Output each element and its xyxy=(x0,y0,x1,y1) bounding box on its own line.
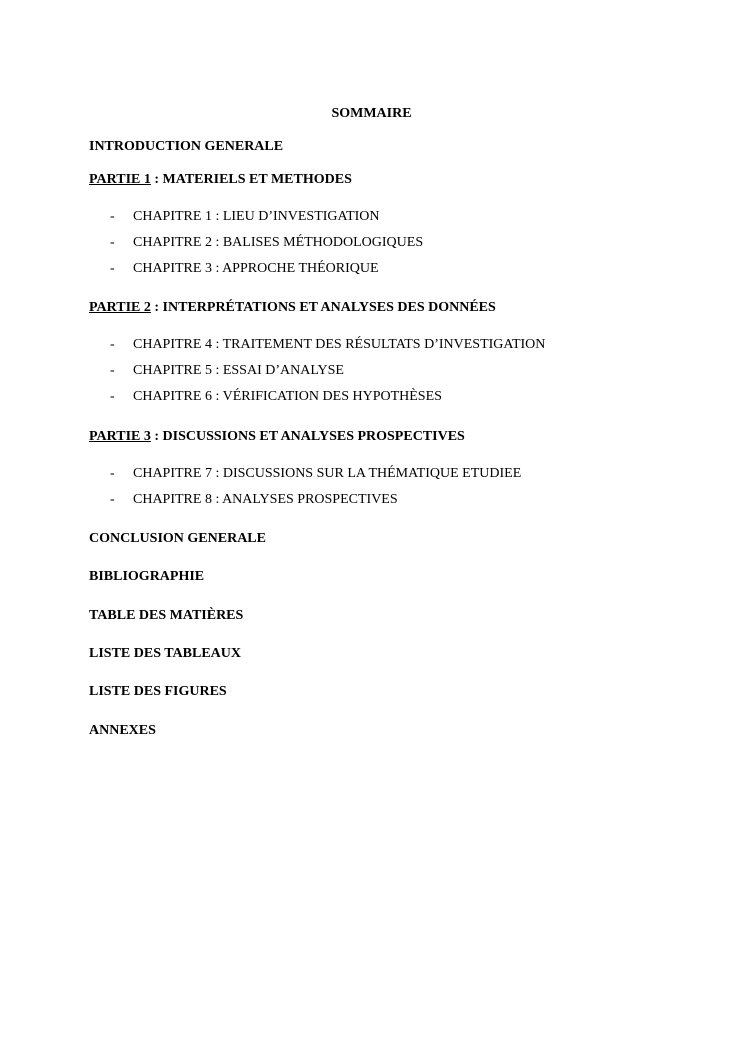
chapter-4-text: CHAPITRE 4 : TRAITEMENT DES RÉSULTATS D’INVESTIGATION xyxy=(133,337,546,352)
bullet-dash: - xyxy=(110,261,115,276)
toc-chapter-5 xyxy=(110,363,344,379)
part-3-label: PARTIE 3 xyxy=(89,429,151,444)
part-3-title: DISCUSSIONS ET ANALYSES PROSPECTIVES xyxy=(162,429,465,444)
toc-liste-des-figures: LISTE DES FIGURES xyxy=(89,684,227,699)
toc-liste-des-tableaux: LISTE DES TABLEAUX xyxy=(89,646,241,661)
part-1-label: PARTIE 1 xyxy=(89,172,151,187)
toc-annexes: ANNEXES xyxy=(89,723,156,738)
toc-part-1 xyxy=(89,172,352,188)
toc-chapter-3 xyxy=(110,261,379,277)
toc-chapter-1 xyxy=(110,209,380,225)
toc-part-3 xyxy=(89,429,465,445)
chapter-2-text: CHAPITRE 2 : BALISES MÉTHODOLOGIQUES xyxy=(133,235,424,250)
bullet-dash: - xyxy=(110,337,115,352)
toc-intro: INTRODUCTION GENERALE xyxy=(89,139,284,154)
bullet-dash: - xyxy=(110,492,115,507)
part-2-label: PARTIE 2 xyxy=(89,300,151,315)
bullet-dash: - xyxy=(110,363,115,378)
bullet-dash: - xyxy=(110,389,115,404)
part-1-sep: : xyxy=(150,172,163,187)
toc-conclusion: CONCLUSION GENERALE xyxy=(89,531,266,546)
bullet-dash: - xyxy=(110,466,115,481)
toc-table-des-matieres: TABLE DES MATIÈRES xyxy=(89,608,244,623)
bullet-dash: - xyxy=(110,235,115,250)
page-title: SOMMAIRE xyxy=(331,106,412,121)
toc-part-2 xyxy=(89,300,496,316)
part-3-sep: : xyxy=(150,429,163,444)
toc-chapter-7 xyxy=(110,466,521,482)
toc-chapter-6 xyxy=(110,389,442,405)
chapter-8-text: CHAPITRE 8 : ANALYSES PROSPECTIVES xyxy=(133,492,398,507)
toc-chapter-2 xyxy=(110,235,423,251)
bullet-dash: - xyxy=(110,209,115,224)
toc-bibliographie: BIBLIOGRAPHIE xyxy=(89,569,205,584)
toc-chapter-8 xyxy=(110,492,398,508)
chapter-1-text: CHAPITRE 1 : LIEU D’INVESTIGATION xyxy=(133,209,380,224)
part-2-sep: : xyxy=(150,300,163,315)
chapter-7-text: CHAPITRE 7 : DISCUSSIONS SUR LA THÉMATIQUE ETUDIEE xyxy=(133,466,522,481)
chapter-6-text: CHAPITRE 6 : VÉRIFICATION DES HYPOTHÈSES xyxy=(133,389,442,404)
chapter-3-text: CHAPITRE 3 : APPROCHE THÉORIQUE xyxy=(133,261,379,276)
toc-chapter-4 xyxy=(110,337,545,353)
chapter-5-text: CHAPITRE 5 : ESSAI D’ANALYSE xyxy=(133,363,344,378)
part-2-title: INTERPRÉTATIONS ET ANALYSES DES DONNÉES xyxy=(162,300,496,315)
part-1-title: MATERIELS ET METHODES xyxy=(162,172,352,187)
